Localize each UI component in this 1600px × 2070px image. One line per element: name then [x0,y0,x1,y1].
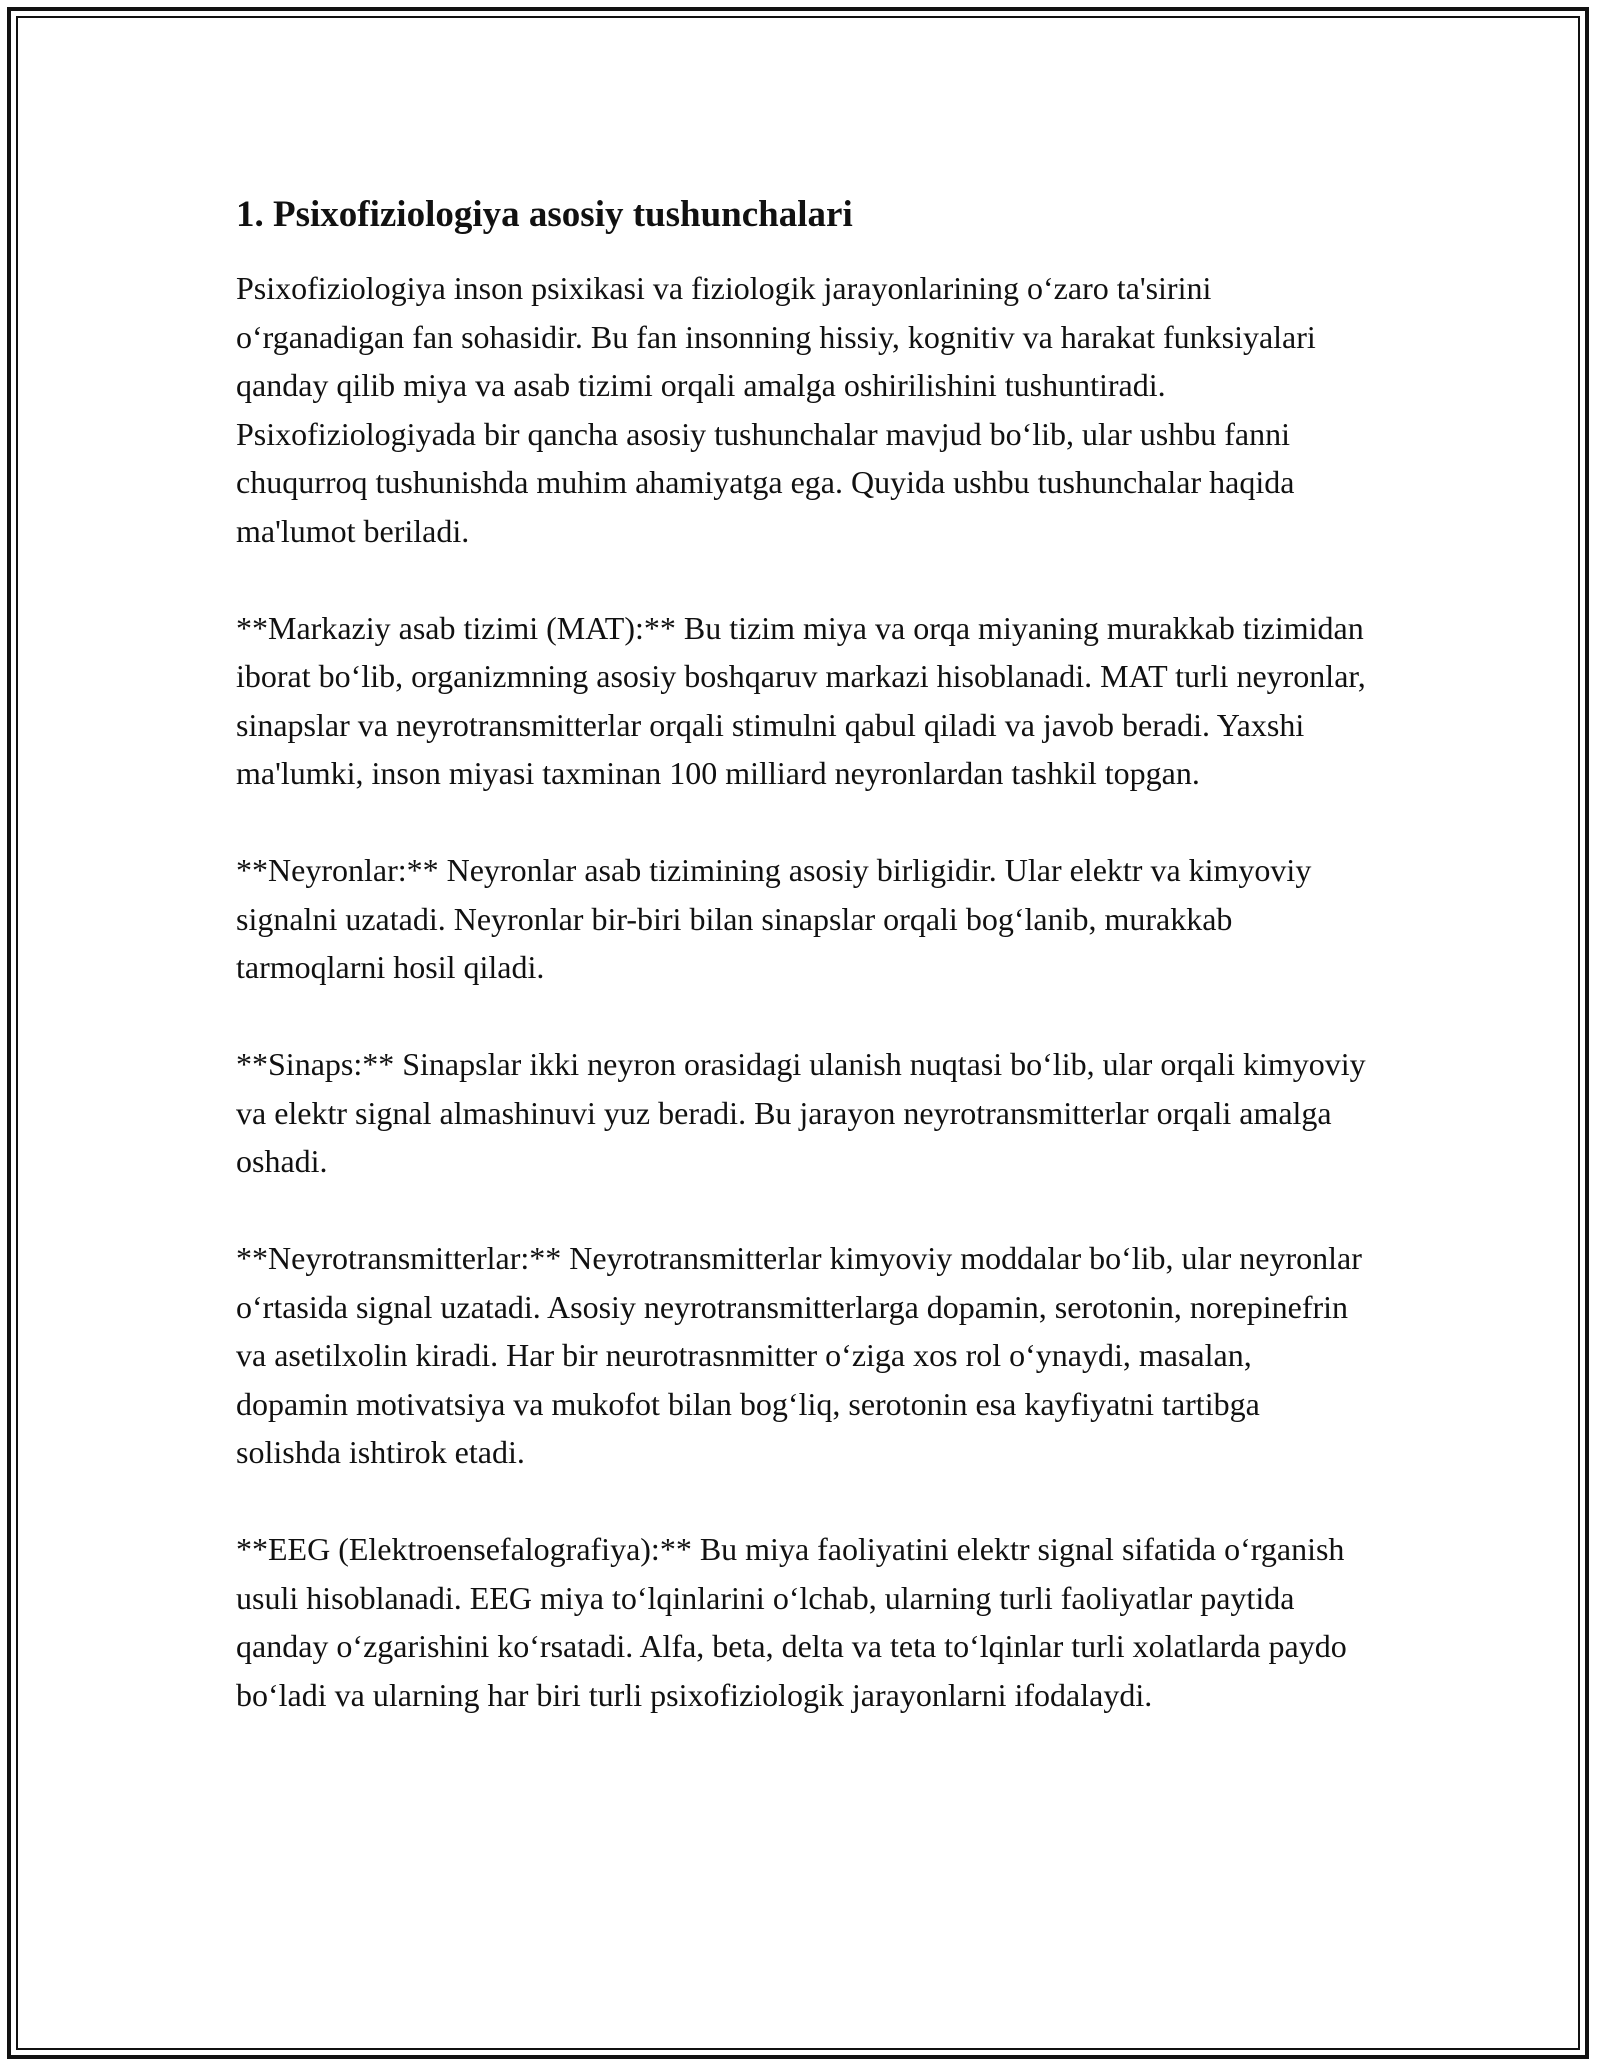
intro-paragraph: Psixofiziologiya inson psixikasi va fiziologik jarayonlarining o‘zaro ta'sirini o‘rganadigan fan sohasidir. Bu fan insonning hissiy, kognitiv va harakat funksiyalari qanday qilib miya va asab tizimi orqali amalga oshirilishini tushuntiradi. Psixofiziologiyada bir qancha asosiy tushunchalar mavjud bo‘lib, ular ushbu fanni chuqurroq tushunishda muhim ahamiyatga ega. Quyida ushbu tushunchalar haqida ma'lumot beriladi. [236,270,1316,549]
synapse-paragraph: **Sinaps:** Sinapslar ikki neyron orasidagi ulanish nuqtasi bo‘lib, ular orqali kimyoviy va elektr signal almashinuvi yuz beradi. Bu jarayon neyrotransmitterlar orqali amalga oshadi. [236,1046,1366,1179]
eeg-paragraph: **EEG (Elektroensefalografiya):** Bu miya faoliyatini elektr signal sifatida o‘rganish usuli hisoblanadi. EEG miya to‘lqinlarini o‘lchab, ularning turli faoliyatlar paytida qanday o‘zgarishini ko‘rsatadi. Alfa, beta, delta va teta to‘lqinlar turli xolatlarda paydo bo‘ladi va ularning har biri turli psixofiziologik jarayonlarni ifodalaydi. [236,1531,1347,1713]
section-heading: 1. Psixofiziologiya asosiy tushunchalari [236,194,853,235]
mat-paragraph: **Markaziy asab tizimi (MAT):** Bu tizim miya va orqa miyaning murakkab tizimidan iborat bo‘lib, organizmning asosiy boshqaruv markazi hisoblanadi. MAT turli neyronlar, sinapslar va neyrotransmitterlar orqali stimulni qabul qiladi va javob beradi. Yaxshi ma'lumki, inson miyasi taxminan 100 milliard neyronlardan tashkil topgan. [236,609,1366,791]
neurotransmitters-paragraph: **Neyrotransmitterlar:** Neyrotransmitterlar kimyoviy moddalar bo‘lib, ular neyronlar o‘rtasida signal uzatadi. Asosiy neyrotransmitterlarga dopamin, serotonin, norepinefrin va asetilxolin kiradi. Har bir neurotrasnmitter o‘ziga xos rol o‘ynaydi, masalan, dopamin motivatsiya va mukofot bilan bog‘liq, serotonin esa kayfiyatni tartibga solishda ishtirok etadi. [236,1240,1362,1470]
neurons-paragraph: **Neyronlar:** Neyronlar asab tizimining asosiy birligidir. Ular elektr va kimyoviy signalni uzatadi. Neyronlar bir-biri bilan sinapslar orqali bog‘lanib, murakkab tarmoqlarni hosil qiladi. [236,852,1312,985]
document-body [236,186,1366,1768]
